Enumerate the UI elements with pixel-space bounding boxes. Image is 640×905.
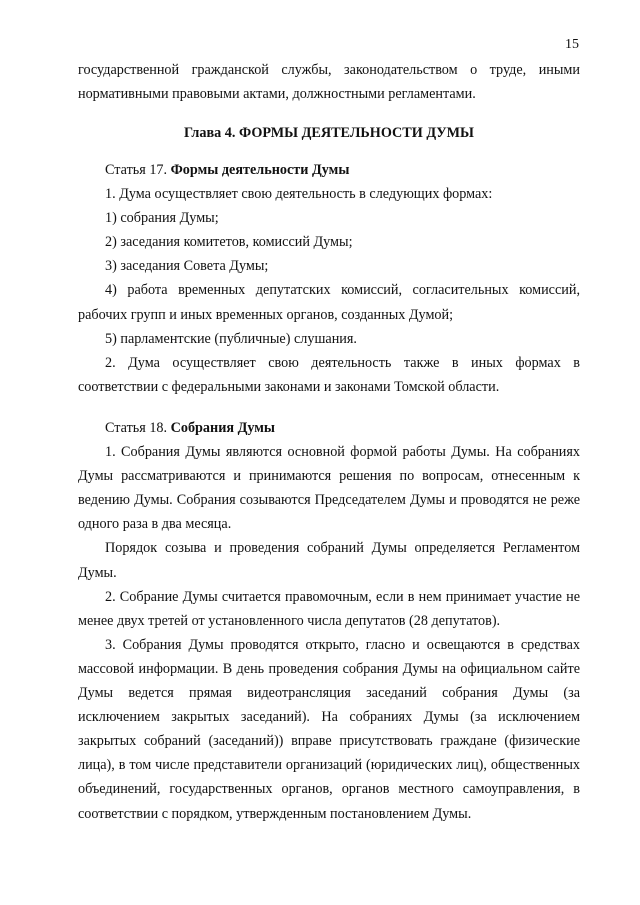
article-17-list-item: 5) парламентские (публичные) слушания. [105, 330, 357, 347]
article-17-list-item: 1) собрания Думы; [105, 210, 219, 227]
article-18-prefix: Статья 18. [105, 420, 168, 436]
article-17 [78, 158, 580, 399]
article-17-heading [78, 158, 580, 182]
article-17-list-item: 3) заседания Совета Думы; [105, 258, 269, 275]
intro-paragraph: государственной гражданской службы, законодательством о труде, иными нормативными правовыми актами, должностными регламентами. [78, 62, 580, 103]
article-18 [78, 416, 580, 826]
article-17-paragraph: 2. Дума осуществляет свою деятельность также в иных формах в соответствии с федеральными законами и законами Томской области. [78, 354, 580, 395]
article-17-paragraph: 1. Дума осуществляет свою деятельность в следующих формах: [105, 186, 493, 203]
article-18-paragraph: 1. Собрания Думы являются основной формой работы Думы. На собраниях Думы рассматриваются и принимаются решения по вопросам, отнесенным к ведению Думы. Собрания созываются Председателем Думы и проводятся не реже одного раза в два месяца. [78, 444, 580, 533]
intro-block [78, 58, 580, 106]
article-17-list-item: 2) заседания комитетов, комиссий Думы; [105, 234, 353, 251]
article-18-paragraph: 3. Собрания Думы проводятся открыто, гласно и освещаются в средствах массовой информации. В день проведения собрания Думы на официальном сайте Думы ведется прямая видеотрансляция заседаний собрания Думы (за исключением закрытых заседаний). На собраниях Думы (за исключением закрытых собраний (заседаний)) вправе присутствовать граждане (физические лица), в том числе представители организаций (юридических лиц), общественных объединений, государственных органов, органов местного самоуправления, в соответствии с порядком, утвержденным постановлением Думы. [78, 636, 580, 822]
article-18-paragraph: 2. Собрание Думы считается правомочным, если в нем принимает участие не менее двух третей от установленного числа депутатов (28 депутатов). [78, 588, 580, 629]
article-18-title: Собрания Думы [170, 420, 276, 436]
article-17-prefix: Статья 17. [105, 162, 168, 178]
article-17-title: Формы деятельности Думы [170, 162, 350, 178]
chapter-block [78, 121, 580, 145]
article-18-heading [78, 416, 580, 440]
chapter-title: Глава 4. ФОРМЫ ДЕЯТЕЛЬНОСТИ ДУМЫ [184, 125, 474, 141]
page-number: 15 [565, 37, 579, 52]
article-17-list-item: 4) работа временных депутатских комиссий, согласительных комиссий, рабочих групп и иных временных органов, созданных Думой; [78, 282, 580, 323]
article-18-paragraph: Порядок созыва и проведения собраний Думы определяется Регламентом Думы. [78, 540, 580, 581]
